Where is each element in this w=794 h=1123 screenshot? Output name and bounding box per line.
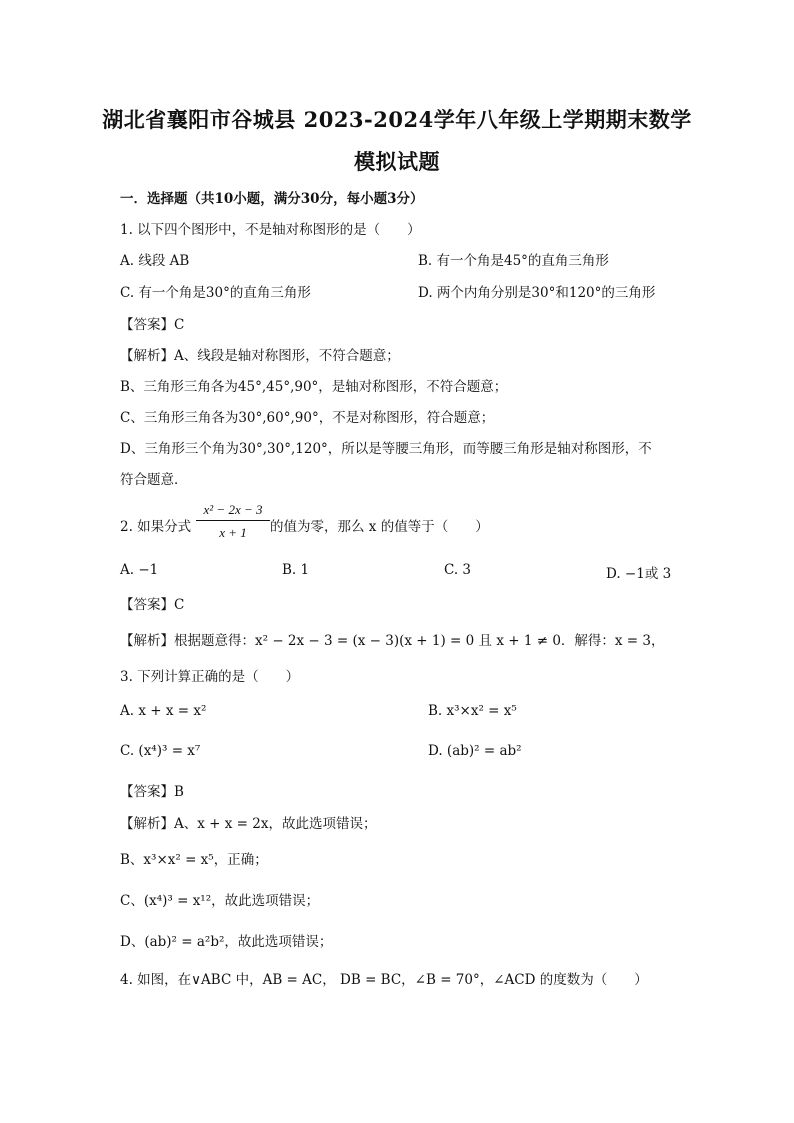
q3-answer: 【答案】B: [120, 784, 184, 800]
q2-fraction: [196, 502, 270, 541]
q1-answer: 【答案】C: [120, 317, 185, 333]
q3-option-c: C. (x⁴)³ = x⁷: [120, 743, 201, 759]
q2-fraction-numerator: x² − 2x − 3: [196, 502, 270, 521]
q2-analysis: 【解析】根据题意得：x² − 2x − 3 = (x − 3)(x + 1) = 0 且 x + 1 ≠ 0．解得：x = 3，: [120, 633, 665, 649]
section-heading: 一．选择题（共10小题，满分30分，每小题3分）: [120, 191, 424, 207]
q2-option-a: A. −1: [120, 562, 159, 578]
q2-stem-prefix: 2. 如果分式: [120, 519, 192, 535]
q3-analysis-3: C、(x⁴)³ = x¹²，故此选项错误；: [120, 893, 320, 909]
q2-option-c: C. 3: [444, 562, 472, 578]
q2-stem-suffix: 的值为零，那么 x 的值等于（ ）: [270, 519, 489, 535]
q2-answer: 【答案】C: [120, 597, 185, 613]
q1-analysis-5: 符合题意．: [120, 472, 188, 488]
q3-stem: 3. 下列计算正确的是（ ）: [120, 669, 300, 685]
q1-analysis-4: D、三角形三个角为30°,30°,120°，所以是等腰三角形，而等腰三角形是轴对称图形，不: [120, 441, 652, 457]
q2-option-b: B. 1: [282, 562, 310, 578]
q1-option-d: D. 两个内角分别是30°和120°的三角形: [418, 285, 656, 301]
q1-option-a: A. 线段 AB: [120, 253, 190, 269]
q3-option-a: A. x + x = x²: [120, 703, 207, 719]
q1-option-c: C. 有一个角是30°的直角三角形: [120, 285, 311, 301]
q3-analysis-1: 【解析】A、x + x = 2x，故此选项错误；: [120, 816, 377, 832]
q3-option-d: D. (ab)² = ab²: [428, 743, 522, 759]
q1-stem: 1. 以下四个图形中，不是轴对称图形的是（ ）: [120, 222, 421, 238]
q3-analysis-2: B、x³×x² = x⁵，正确；: [120, 852, 268, 868]
page-title-line1: 湖北省襄阳市谷城县 2023-2024学年八年级上学期期末数学: [102, 107, 692, 132]
q3-option-b: B. x³×x² = x⁵: [428, 703, 517, 719]
q2-option-d: D. −1或 3: [606, 566, 672, 582]
q3-analysis-4: D、(ab)² = a²b²，故此选项错误；: [120, 934, 333, 950]
q1-analysis-2: B、三角形三角各为45°,45°,90°，是轴对称图形，不符合题意；: [120, 379, 508, 395]
q1-analysis-3: C、三角形三角各为30°,60°,90°，不是对称图形，符合题意；: [120, 410, 495, 426]
q1-analysis-1: 【解析】A、线段是轴对称图形，不符合题意；: [120, 348, 400, 364]
q2-fraction-denominator: x + 1: [219, 525, 247, 540]
q4-stem: 4. 如图，在∨ABC 中，AB = AC， DB = BC，∠B = 70°，∠ACD 的度数为（ ）: [120, 972, 648, 988]
page-title-line2: 模拟试题: [354, 149, 440, 174]
q1-option-b: B. 有一个角是45°的直角三角形: [418, 253, 609, 269]
